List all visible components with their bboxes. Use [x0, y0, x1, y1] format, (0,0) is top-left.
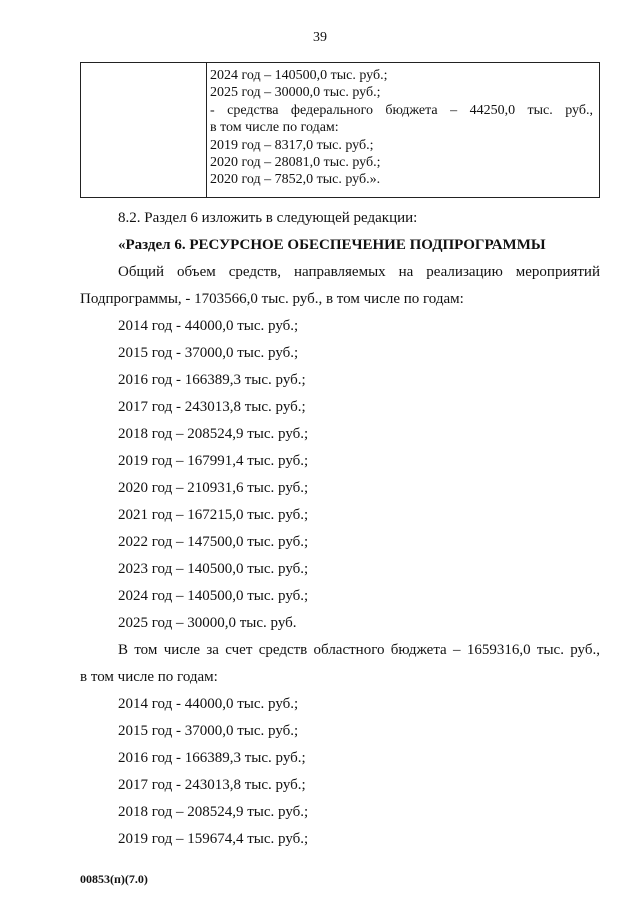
paragraph-line: в том числе по годам:: [80, 669, 218, 685]
list-item: 2018 год – 208524,9 тыс. руб.;: [118, 426, 309, 442]
table-empty-cell: [81, 63, 207, 197]
list-item: 2020 год – 210931,6 тыс. руб.;: [118, 480, 309, 496]
list-item: 2018 год – 208524,9 тыс. руб.;: [118, 804, 309, 820]
list-item: 2015 год - 37000,0 тыс. руб.;: [118, 723, 299, 739]
table-line: 2020 год – 7852,0 тыс. руб.».: [210, 172, 381, 188]
table-line: 2019 год – 8317,0 тыс. руб.;: [210, 137, 374, 153]
table-line: в том числе по годам:: [210, 120, 339, 136]
section-intro: 8.2. Раздел 6 изложить в следующей редакции:: [118, 210, 418, 226]
list-item: 2021 год – 167215,0 тыс. руб.;: [118, 507, 309, 523]
list-item: 2017 год - 243013,8 тыс. руб.;: [118, 399, 306, 415]
table-line: 2025 год – 30000,0 тыс. руб.;: [210, 85, 381, 101]
section-heading: «Раздел 6. РЕСУРСНОЕ ОБЕСПЕЧЕНИЕ ПОДПРОГРАММЫ: [118, 237, 546, 253]
list-item: 2025 год – 30000,0 тыс. руб.: [118, 615, 297, 631]
funding-table: [80, 62, 600, 198]
table-text-cell: [207, 63, 599, 197]
list-item: 2016 год - 166389,3 тыс. руб.;: [118, 750, 306, 766]
list-item: 2014 год - 44000,0 тыс. руб.;: [118, 318, 299, 334]
list-item: 2014 год - 44000,0 тыс. руб.;: [118, 696, 299, 712]
list-item: 2022 год – 147500,0 тыс. руб.;: [118, 534, 309, 550]
list-item: 2019 год – 159674,4 тыс. руб.;: [118, 831, 309, 847]
list-item: 2015 год - 37000,0 тыс. руб.;: [118, 345, 299, 361]
table-line: - средства федерального бюджета – 44250,0 тыс. руб.,: [210, 102, 593, 118]
list-item: 2019 год – 167991,4 тыс. руб.;: [118, 453, 309, 469]
paragraph-line: Подпрограммы, - 1703566,0 тыс. руб., в том числе по годам:: [80, 291, 464, 307]
table-line: 2020 год – 28081,0 тыс. руб.;: [210, 155, 381, 171]
paragraph-line: В том числе за счет средств областного бюджета – 1659316,0 тыс. руб.,: [118, 642, 600, 658]
list-item: 2024 год – 140500,0 тыс. руб.;: [118, 588, 309, 604]
table-line: 2024 год – 140500,0 тыс. руб.;: [210, 68, 388, 83]
list-item: 2016 год - 166389,3 тыс. руб.;: [118, 372, 306, 388]
document-code: 00853(п)(7.0): [80, 872, 148, 886]
document-body: [80, 205, 600, 853]
paragraph-line: Общий объем средств, направляемых на реализацию мероприятий: [118, 264, 600, 280]
page-number: 39: [313, 30, 327, 45]
list-item: 2023 год – 140500,0 тыс. руб.;: [118, 561, 309, 577]
list-item: 2017 год - 243013,8 тыс. руб.;: [118, 777, 306, 793]
